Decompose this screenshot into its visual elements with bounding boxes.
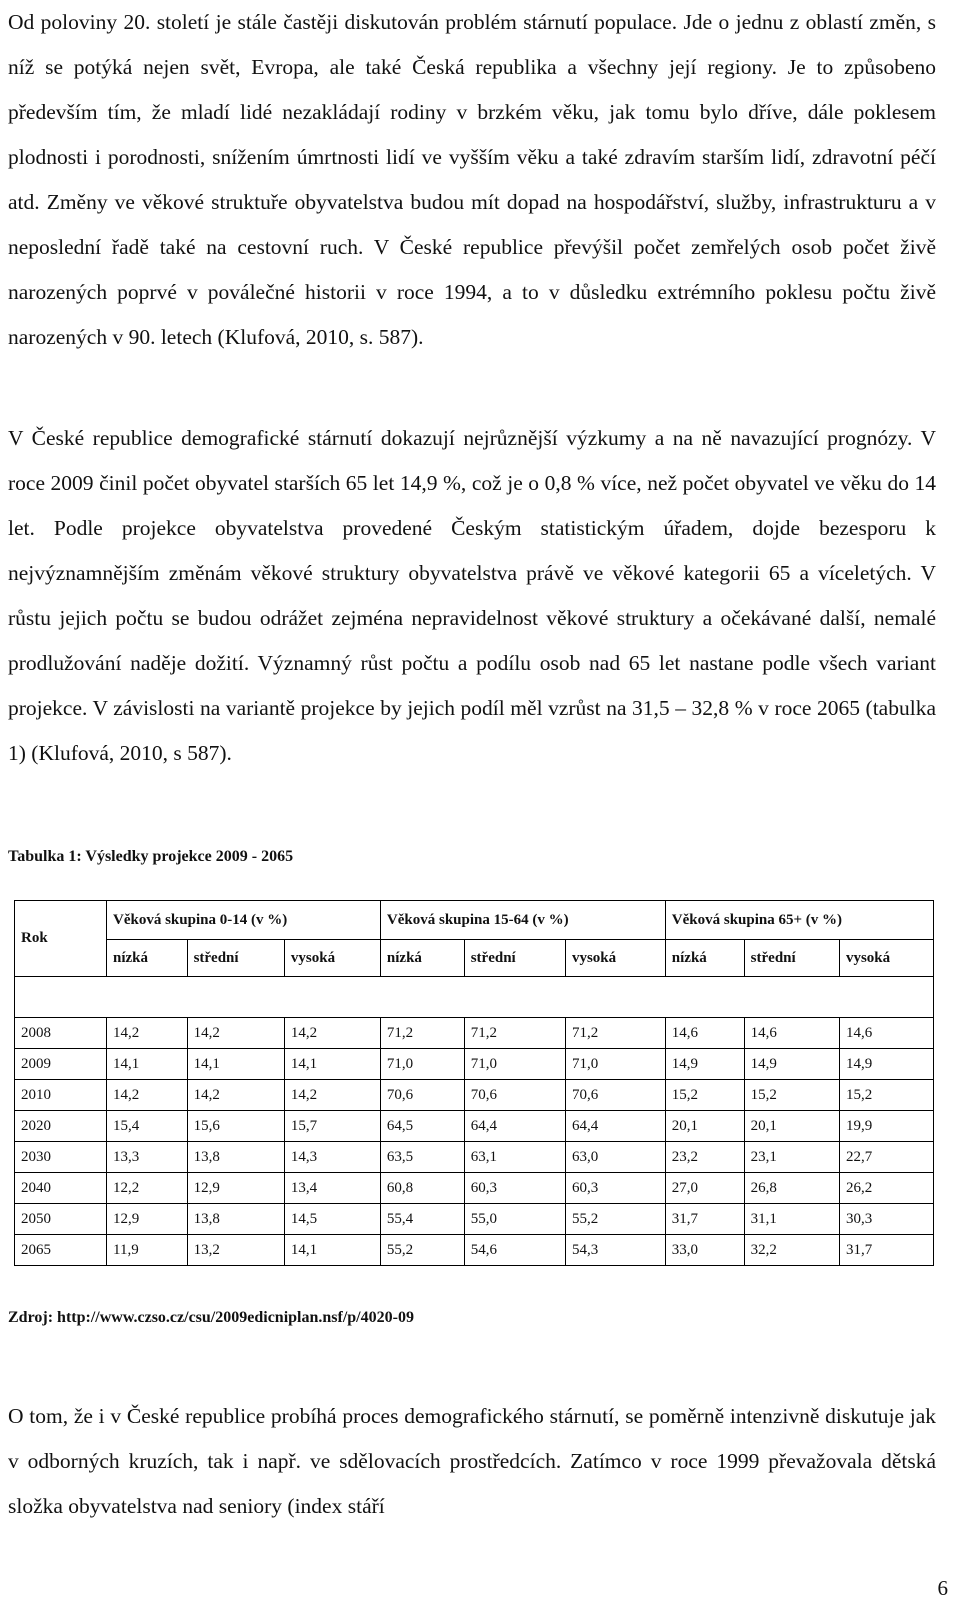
table-body [15, 977, 934, 1266]
value-cell: 71,0 [565, 1049, 665, 1080]
value-cell: 14,2 [107, 1018, 188, 1049]
value-cell: 14,5 [284, 1204, 380, 1235]
paragraph-discussion: O tom, že i v České republice probíhá proces demografického stárnutí, se poměrně intenzivně diskutuje jak v odborných kruzích, tak i např. ve sdělovacích prostředcích. Zatímco v roce 1999 převažovala dětská složka obyvatelstva nad seniory (index stáří [8, 1404, 936, 1518]
group-header: Věková skupina 65+ (v %) [665, 901, 933, 940]
value-cell: 23,1 [744, 1142, 839, 1173]
value-cell: 13,8 [187, 1142, 284, 1173]
value-cell: 26,2 [839, 1173, 933, 1204]
value-cell: 15,4 [107, 1111, 188, 1142]
value-cell: 55,0 [464, 1204, 565, 1235]
group-header: Věková skupina 0-14 (v %) [107, 901, 381, 940]
year-cell: 2040 [15, 1173, 107, 1204]
table-source: Zdroj: http://www.czso.cz/csu/2009edicniplan.nsf/p/4020-09 [8, 1309, 414, 1326]
value-cell: 63,0 [565, 1142, 665, 1173]
value-cell: 13,2 [187, 1235, 284, 1266]
value-cell: 23,2 [665, 1142, 744, 1173]
value-cell: 15,6 [187, 1111, 284, 1142]
value-cell: 70,6 [380, 1080, 464, 1111]
value-cell: 55,4 [380, 1204, 464, 1235]
value-cell: 12,9 [107, 1204, 188, 1235]
value-cell: 14,2 [187, 1018, 284, 1049]
table-row [15, 1235, 934, 1266]
value-cell: 71,2 [380, 1018, 464, 1049]
value-cell: 14,1 [284, 1049, 380, 1080]
value-cell: 14,9 [839, 1049, 933, 1080]
value-cell: 54,6 [464, 1235, 565, 1266]
table-row [15, 1204, 934, 1235]
value-cell: 64,4 [464, 1111, 565, 1142]
value-cell: 32,2 [744, 1235, 839, 1266]
value-cell: 64,5 [380, 1111, 464, 1142]
variant-header: nízká [107, 940, 188, 977]
year-cell: 2050 [15, 1204, 107, 1235]
variant-header: střední [187, 940, 284, 977]
value-cell: 27,0 [665, 1173, 744, 1204]
value-cell: 54,3 [565, 1235, 665, 1266]
value-cell: 14,2 [187, 1080, 284, 1111]
value-cell: 14,9 [665, 1049, 744, 1080]
table-row [15, 1142, 934, 1173]
value-cell: 31,7 [839, 1235, 933, 1266]
value-cell: 14,6 [839, 1018, 933, 1049]
year-cell: 2020 [15, 1111, 107, 1142]
value-cell: 14,3 [284, 1142, 380, 1173]
value-cell: 70,6 [464, 1080, 565, 1111]
value-cell: 33,0 [665, 1235, 744, 1266]
value-cell: 15,7 [284, 1111, 380, 1142]
value-cell: 15,2 [665, 1080, 744, 1111]
value-cell: 60,8 [380, 1173, 464, 1204]
value-cell: 64,4 [565, 1111, 665, 1142]
value-cell: 15,2 [839, 1080, 933, 1111]
value-cell: 63,5 [380, 1142, 464, 1173]
value-cell: 14,1 [107, 1049, 188, 1080]
variant-header: vysoká [565, 940, 665, 977]
variant-header: střední [464, 940, 565, 977]
value-cell: 15,2 [744, 1080, 839, 1111]
value-cell: 12,2 [107, 1173, 188, 1204]
value-cell: 13,3 [107, 1142, 188, 1173]
value-cell: 14,2 [107, 1080, 188, 1111]
variant-header: nízká [380, 940, 464, 977]
value-cell: 22,7 [839, 1142, 933, 1173]
year-header: Rok [15, 901, 107, 977]
table-header-row [15, 901, 934, 940]
value-cell: 55,2 [565, 1204, 665, 1235]
variant-header: vysoká [839, 940, 933, 977]
value-cell: 30,3 [839, 1204, 933, 1235]
value-cell: 26,8 [744, 1173, 839, 1204]
value-cell: 12,9 [187, 1173, 284, 1204]
table-row [15, 1173, 934, 1204]
value-cell: 55,2 [380, 1235, 464, 1266]
value-cell: 71,0 [464, 1049, 565, 1080]
year-cell: 2009 [15, 1049, 107, 1080]
year-cell: 2065 [15, 1235, 107, 1266]
value-cell: 14,2 [284, 1018, 380, 1049]
paragraph-demographic-aging: V České republice demografické stárnutí dokazují nejrůznější výzkumy a na ně navazující prognózy. V roce 2009 činil počet obyvatel starších 65 let 14,9 %, což je o 0,8 % více, než počet obyvatel ve věku do 14 let. Podle projekce obyvatelstva provedené Českým statistickým úřadem, dojde bezesporu k nejvýznamnějším změnám věkové struktury obyvatelstva právě ve věkové kategorii 65 a víceletých. V růstu jejich počtu se budou odrážet zejména nepravidelnost věkové struktury a očekávané další, nemalé prodlužování naděje dožití. Významný růst počtu a podílu osob nad 65 let nastane podle všech variant projekce. V závislosti na variantě projekce by jejich podíl měl vzrůst na 31,5 – 32,8 % v roce 2065 (tabulka 1) (Klufová, 2010, s 587). [8, 426, 936, 765]
table-row [15, 1018, 934, 1049]
value-cell: 63,1 [464, 1142, 565, 1173]
table-caption: Tabulka 1: Výsledky projekce 2009 - 2065 [8, 848, 294, 865]
value-cell: 20,1 [665, 1111, 744, 1142]
value-cell: 31,1 [744, 1204, 839, 1235]
value-cell: 20,1 [744, 1111, 839, 1142]
value-cell: 19,9 [839, 1111, 933, 1142]
variant-header: nízká [665, 940, 744, 977]
value-cell: 14,1 [187, 1049, 284, 1080]
value-cell: 71,2 [464, 1018, 565, 1049]
table-row [15, 1080, 934, 1111]
variant-header: střední [744, 940, 839, 977]
year-cell: 2010 [15, 1080, 107, 1111]
value-cell: 14,2 [284, 1080, 380, 1111]
table-row [15, 1111, 934, 1142]
value-cell: 13,8 [187, 1204, 284, 1235]
value-cell: 71,0 [380, 1049, 464, 1080]
variant-header: vysoká [284, 940, 380, 977]
value-cell: 31,7 [665, 1204, 744, 1235]
group-header: Věková skupina 15-64 (v %) [380, 901, 665, 940]
year-cell: 2008 [15, 1018, 107, 1049]
value-cell: 71,2 [565, 1018, 665, 1049]
value-cell: 60,3 [565, 1173, 665, 1204]
paragraph-intro: Od poloviny 20. století je stále častěji diskutován problém stárnutí populace. Jde o jednu z oblastí změn, s níž se potýká nejen svět, Evropa, ale také Česká republika a všechny její regiony. Je to způsobeno především tím, že mladí lidé nezakládají rodiny v brzkém věku, jak tomu bylo dříve, dále poklesem plodnosti i porodnosti, snížením úmrtnosti lidí ve vyšším věku a také zdravím starším lidí, zdravotní péčí atd. Změny ve věkové struktuře obyvatelstva budou mít dopad na hospodářství, služby, infrastrukturu a v neposlední řadě také na cestovní ruch. V České republice převýšil počet zemřelých osob počet živě narozených poprvé v poválečné historii v roce 1994, a to v důsledku extrémního poklesu počtu živě narozených v 90. letech (Klufová, 2010, s. 587). [8, 10, 936, 349]
value-cell: 14,1 [284, 1235, 380, 1266]
variant-header-row [15, 940, 934, 977]
value-cell: 70,6 [565, 1080, 665, 1111]
table-spacer-row [15, 977, 934, 1018]
page-number: 6 [937, 1576, 948, 1600]
value-cell: 13,4 [284, 1173, 380, 1204]
value-cell: 14,6 [744, 1018, 839, 1049]
value-cell: 11,9 [107, 1235, 188, 1266]
table-row [15, 1049, 934, 1080]
value-cell: 14,6 [665, 1018, 744, 1049]
value-cell: 14,9 [744, 1049, 839, 1080]
value-cell: 60,3 [464, 1173, 565, 1204]
year-cell: 2030 [15, 1142, 107, 1173]
projection-table [14, 900, 934, 1266]
